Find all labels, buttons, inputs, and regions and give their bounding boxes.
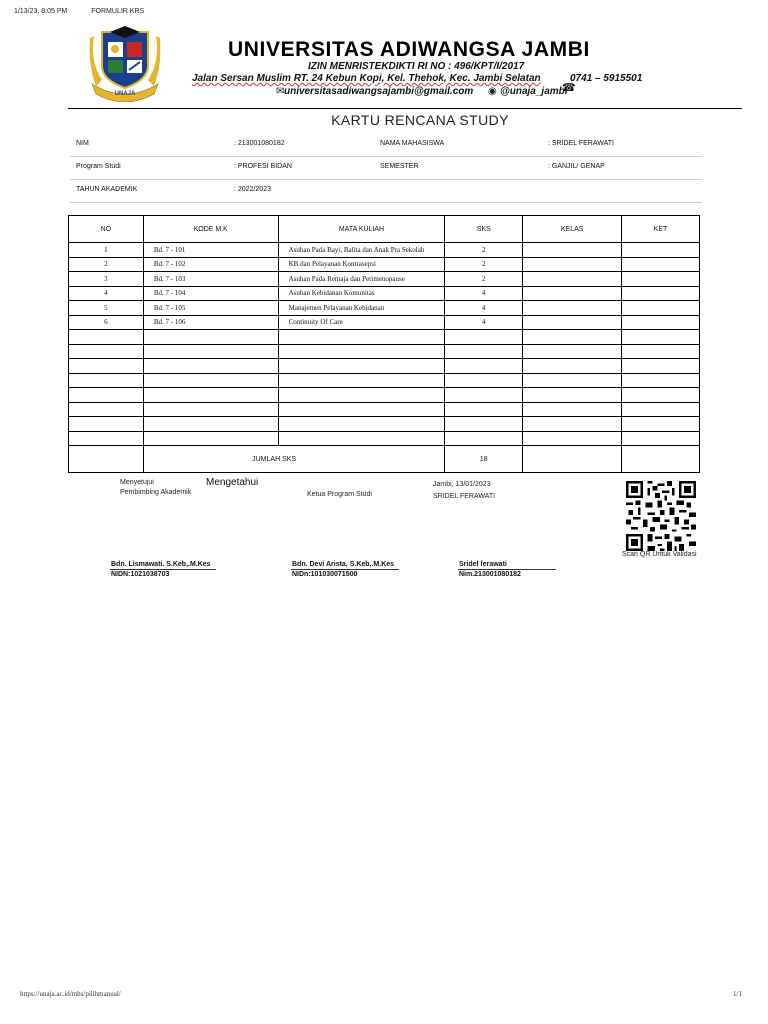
cell-mata-kuliah: Manajemen Pelayanan Kebidanan (278, 301, 445, 316)
table-row (69, 272, 700, 287)
table-row (69, 315, 700, 330)
cell-ket (622, 272, 700, 287)
info-row-nim (70, 134, 702, 157)
table-row (69, 243, 700, 258)
ketua-label: Ketua Program Studi (307, 491, 372, 498)
info-row-prodi (70, 157, 702, 180)
cell-kode: Bd. 7 - 102 (143, 257, 278, 272)
cell-sks: 4 (445, 286, 523, 301)
phone-number: 0741 – 5915501 (570, 73, 643, 84)
table-row-empty (69, 330, 700, 345)
print-datetime: 1/13/23, 8:05 PM (14, 8, 68, 15)
table-row-empty (69, 388, 700, 403)
instagram-icon: ◉ (488, 86, 497, 97)
cell-no: 6 (69, 315, 144, 330)
table-row-empty (69, 373, 700, 388)
cell-sks: 2 (445, 257, 523, 272)
semester-label: SEMESTER (380, 163, 419, 170)
student-name: Sridel ferawati (459, 561, 507, 568)
cell-sks: 4 (445, 301, 523, 316)
mail-icon: ✉ (276, 86, 285, 97)
col-kelas: KELAS (523, 216, 622, 243)
cell-kelas (523, 272, 622, 287)
course-table (68, 215, 700, 473)
email-address: universitasadiwangsajambi@gmail.com (284, 86, 474, 97)
nim-value: : 213001080182 (234, 140, 285, 147)
nama-value: : SRIDEL FERAWATI (548, 140, 614, 147)
cell-no: 2 (69, 257, 144, 272)
kaprodi-signature-line (291, 569, 399, 570)
cell-no: 1 (69, 243, 144, 258)
cell-kelas (523, 243, 622, 258)
cell-ket (622, 257, 700, 272)
kaprodi-name: Bdn. Devi Arista, S.Keb,.M.Kes (292, 561, 395, 568)
semester-value: : GANJIL/ GENAP (548, 163, 605, 170)
kaprodi-nidn: NIDn:101030071500 (292, 571, 358, 578)
izin-text: IZIN MENRISTEKDIKTI RI NO : 496/KPT/I/2017 (308, 61, 525, 72)
footer-url[interactable]: https://unaja.ac.id/mhs/pilihmanual/ (20, 990, 121, 998)
cell-kode: Bd. 7 - 101 (143, 243, 278, 258)
pembimbing-label: Pembimbing Akademik (120, 489, 192, 496)
table-row-empty (69, 431, 700, 446)
cell-kelas (523, 315, 622, 330)
prodi-value: : PROFESI BIDAN (234, 163, 292, 170)
address-text: Jalan Sersan Muslim RT. 24 Kebun Kopi, Kel. Thehok, Kec. Jambi Selatan (192, 73, 541, 84)
cell-mata-kuliah: Asuhan Pada Remaja dan Perimenopause (278, 272, 445, 287)
cell-ket (622, 301, 700, 316)
qr-caption: Scan QR Untuk Validasi (622, 551, 697, 558)
student-name-upper: SRIDEL FERAWATI (433, 493, 496, 500)
logo-ribbon-text: UNAJA (114, 91, 136, 97)
university-name: UNIVERSITAS ADIWANGSA JAMBI (228, 38, 590, 61)
nama-label: NAMA MAHASISWA (380, 140, 445, 147)
phone-icon: ☎ (562, 82, 576, 94)
tahun-label: TAHUN AKADEMIK (76, 186, 138, 193)
table-header-row (69, 216, 700, 243)
menyetujui-label: Menyetujui (120, 479, 154, 486)
university-logo-icon (88, 22, 162, 102)
table-row-empty (69, 344, 700, 359)
col-ket: KET (622, 216, 700, 243)
cell-no: 4 (69, 286, 144, 301)
cell-ket (622, 286, 700, 301)
cell-kelas (523, 286, 622, 301)
col-kode: KODE M.K (143, 216, 278, 243)
cell-mata-kuliah: Asuhan Pada Bayi, Balita dan Anak Pra Sekolah (278, 243, 445, 258)
student-nim: Nim.213001080182 (459, 571, 521, 578)
total-sks: 18 (445, 446, 523, 473)
cell-kode: Bd. 7 - 103 (143, 272, 278, 287)
table-row-empty (69, 359, 700, 374)
table-row-empty (69, 402, 700, 417)
instagram-handle: @unaja_jambi (500, 86, 568, 97)
col-mata-kuliah: MATA KULIAH (278, 216, 445, 243)
table-row-empty (69, 417, 700, 432)
cell-ket (622, 243, 700, 258)
table-row (69, 286, 700, 301)
cell-mata-kuliah: KB dan Pelayanan Kontrasepsi (278, 257, 445, 272)
pa-name: Bdn. Lismawati. S.Keb,.M.Kes (111, 561, 211, 568)
footer-page: 1/1 (733, 990, 742, 998)
cell-kelas (523, 301, 622, 316)
nim-label: NIM (76, 140, 89, 147)
mengetahui-label: Mengetahui (206, 477, 259, 488)
cell-no: 3 (69, 272, 144, 287)
cell-kode: Bd. 7 - 104 (143, 286, 278, 301)
table-row (69, 301, 700, 316)
cell-sks: 2 (445, 272, 523, 287)
prodi-label: Program Studi (76, 163, 121, 170)
header-divider (68, 108, 742, 109)
table-total-row (69, 446, 700, 473)
total-label: JUMLAH SKS (143, 446, 445, 473)
cell-kode: Bd. 7 - 106 (143, 315, 278, 330)
cell-kode: Bd. 7 - 105 (143, 301, 278, 316)
print-doc-name: FORMULIR KRS (91, 8, 145, 15)
student-signature-line (458, 569, 556, 570)
info-row-tahun (70, 180, 702, 203)
tahun-value: : 2022/2023 (234, 186, 271, 193)
cell-ket (622, 315, 700, 330)
col-no: NO (69, 216, 144, 243)
document-title: KARTU RENCANA STUDY (331, 112, 509, 128)
cell-kelas (523, 257, 622, 272)
address (192, 73, 541, 84)
qr-code-icon[interactable] (626, 481, 696, 551)
cell-sks: 2 (445, 243, 523, 258)
cell-mata-kuliah: Continuity Of Care (278, 315, 445, 330)
cell-mata-kuliah: Asuhan Kebidanan Komunitas (278, 286, 445, 301)
table-row (69, 257, 700, 272)
print-header (14, 8, 166, 15)
cell-sks: 4 (445, 315, 523, 330)
cell-no: 5 (69, 301, 144, 316)
col-sks: SKS (445, 216, 523, 243)
pa-signature-line (110, 569, 216, 570)
pa-nidn: NIDN:1021038703 (111, 571, 170, 578)
place-date: Jambi, 13/01/2023 (433, 481, 491, 488)
